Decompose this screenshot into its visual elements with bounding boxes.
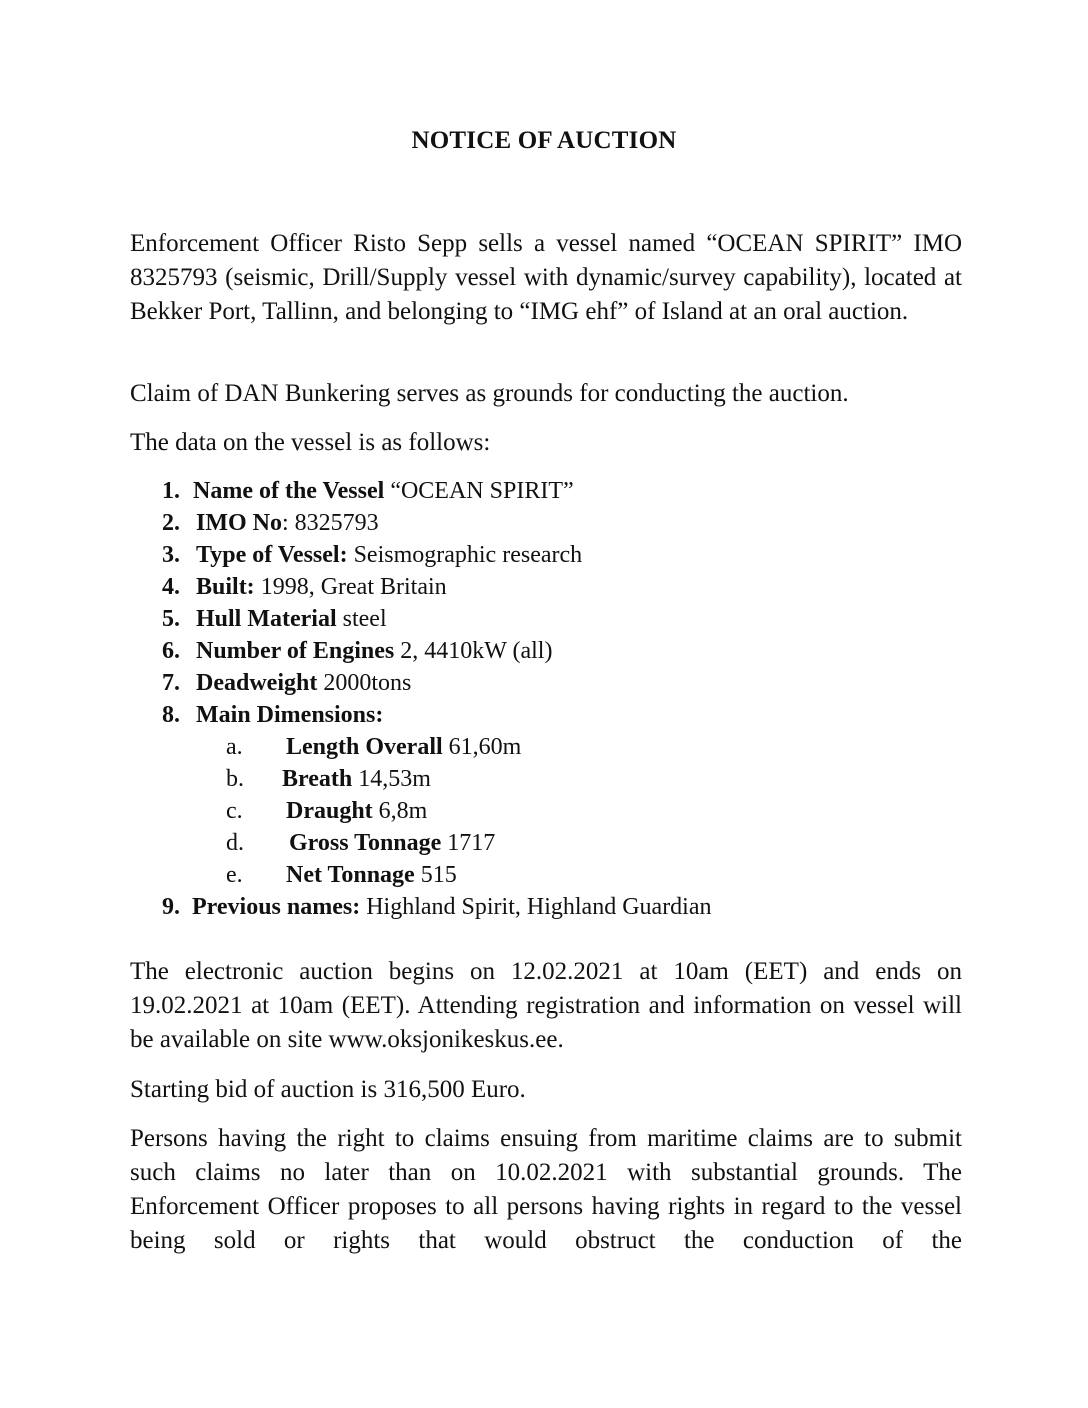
sub-list-value: 6,8m: [372, 798, 428, 824]
list-number: 7.: [162, 670, 180, 696]
data-intro-paragraph: The data on the vessel is as follows:: [130, 429, 491, 456]
list-label: Name of the Vessel: [193, 478, 385, 504]
list-label: Previous names:: [192, 894, 361, 920]
sub-list-letter: c.: [226, 798, 243, 824]
list-label: Deadweight: [196, 670, 318, 696]
list-value: 2, 4410kW (all): [394, 638, 553, 664]
list-number: 3.: [162, 542, 180, 568]
grounds-paragraph: Claim of DAN Bunkering serves as grounds for conducting the auction.: [130, 380, 849, 407]
starting-bid-paragraph: Starting bid of auction is 316,500 Euro.: [130, 1076, 526, 1103]
sub-list-letter: a.: [226, 734, 243, 760]
list-value: 1998, Great Britain: [254, 574, 447, 600]
sub-list-value: 14,53m: [352, 766, 431, 792]
intro-paragraph: Enforcement Officer Risto Sepp sells a vessel named “OCEAN SPIRIT” IMO 8325793 (seismic, Drill/Supply vessel with dynamic/survey capability), located at Bekker Port, Tallinn, and belonging to “IMG ehf” of Island at an oral auction.: [130, 230, 962, 325]
sub-list-value: 515: [414, 862, 457, 888]
list-value: : 8325793: [282, 510, 379, 536]
list-number: 1.: [162, 478, 180, 504]
sub-list-letter: b.: [226, 766, 244, 792]
list-label: IMO No: [196, 510, 282, 536]
list-number: 6.: [162, 638, 180, 664]
list-label: Built:: [196, 574, 255, 600]
list-label: Number of Engines: [196, 638, 395, 664]
list-label: Main Dimensions:: [196, 702, 384, 728]
list-label: Type of Vessel:: [196, 542, 348, 568]
sub-list-label: Gross Tonnage: [289, 830, 442, 856]
auction-dates-paragraph: The electronic auction begins on 12.02.2021 at 10am (EET) and ends on 19.02.2021 at 10am (EET). Attending registration and information on vessel will be available on site www.oksjonikeskus.ee.: [130, 958, 962, 1053]
list-value: “OCEAN SPIRIT”: [384, 478, 574, 504]
list-number: 2.: [162, 510, 180, 536]
sub-list-label: Draught: [286, 798, 373, 824]
sub-list-value: 1717: [441, 830, 496, 856]
list-number: 5.: [162, 606, 180, 632]
list-number: 4.: [162, 574, 180, 600]
list-number: 8.: [162, 702, 180, 728]
list-value: 2000tons: [317, 670, 412, 696]
list-number: 9.: [162, 894, 180, 920]
list-label: Hull Material: [196, 606, 337, 632]
list-value: Seismographic research: [347, 542, 583, 568]
claims-paragraph: Persons having the right to claims ensuing from maritime claims are to submit such claims no later than on 10.02.2021 with substantial grounds. The Enforcement Officer proposes to all persons having rights in regard to the vessel being sold or rights that would obstruct the conduction of the: [130, 1125, 962, 1254]
sub-list-label: Length Overall: [286, 734, 443, 760]
sub-list-letter: d.: [226, 830, 244, 856]
sub-list-letter: e.: [226, 862, 243, 888]
sub-list-value: 61,60m: [442, 734, 522, 760]
list-value: steel: [336, 606, 387, 632]
sub-list-label: Breath: [282, 766, 353, 792]
sub-list-label: Net Tonnage: [286, 862, 415, 888]
list-value: Highland Spirit, Highland Guardian: [360, 894, 712, 920]
page-title: NOTICE OF AUCTION: [411, 127, 677, 154]
